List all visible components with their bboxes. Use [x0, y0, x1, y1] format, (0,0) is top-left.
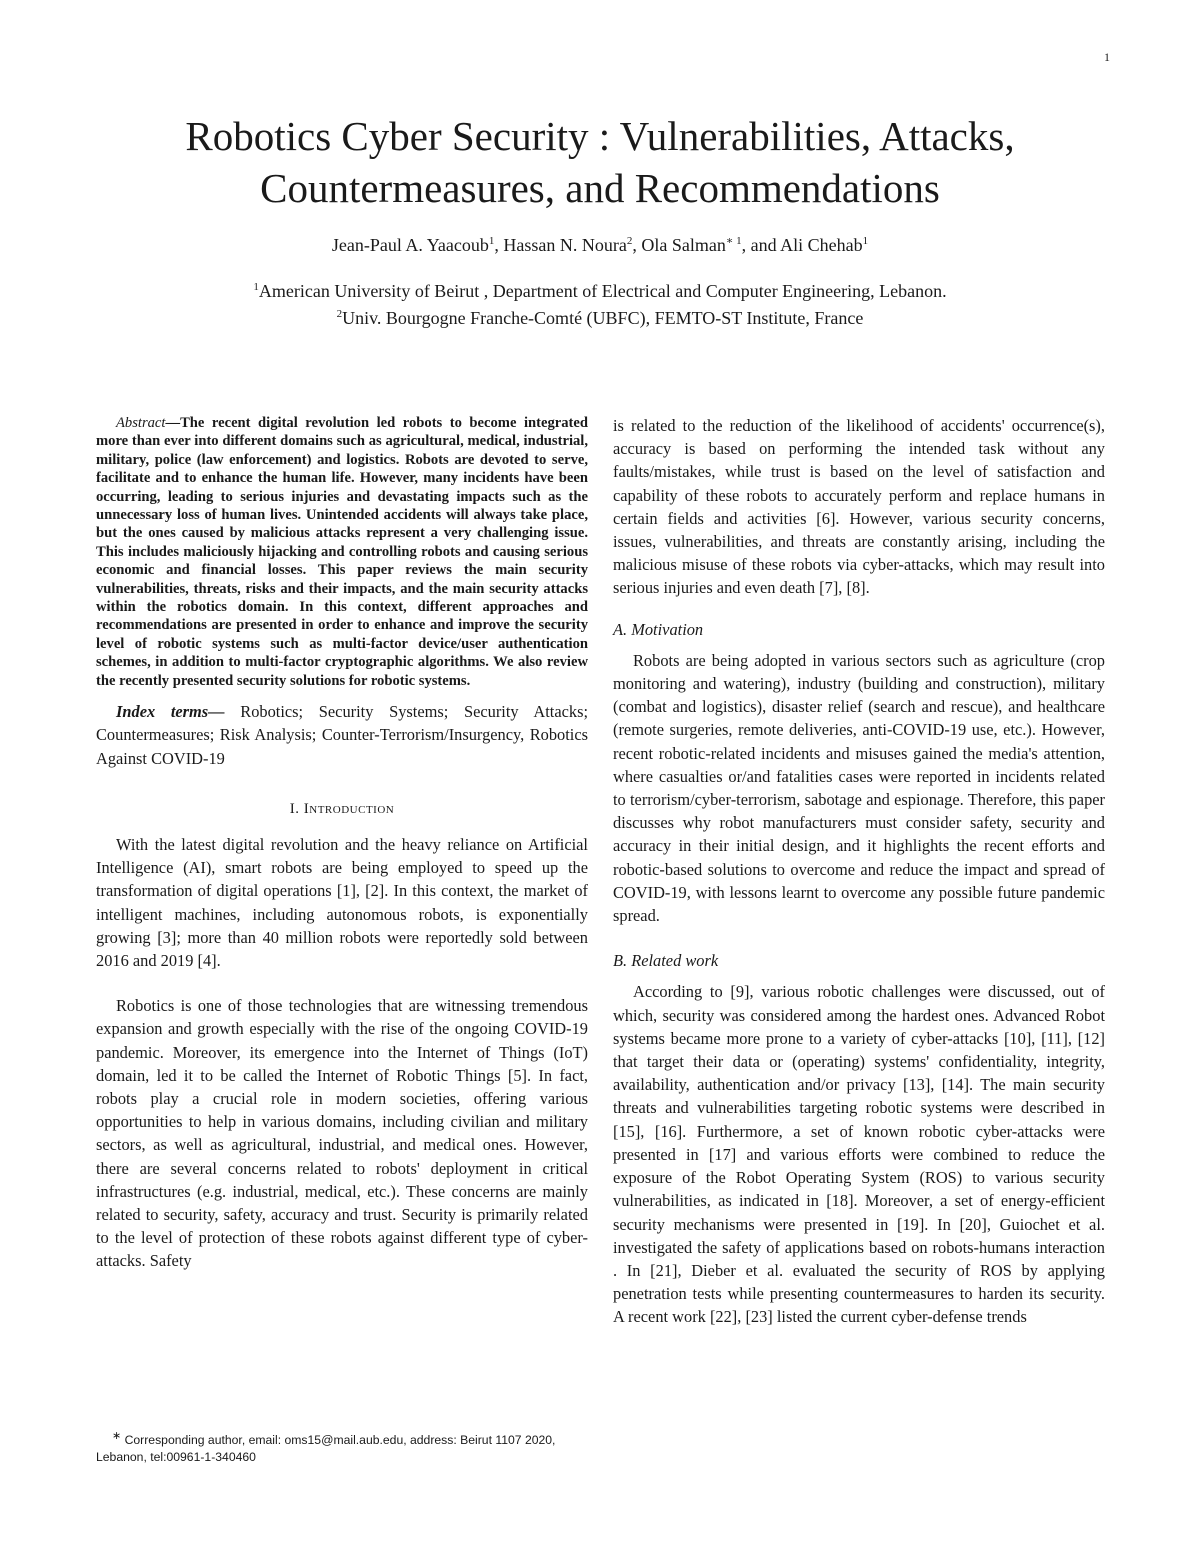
affiliation-2-text: Univ. Bourgogne Franche-Comté (UBFC), FEMTO-ST Institute, France: [342, 308, 864, 328]
related-work-paragraph: According to [9], various robotic challenges were discussed, out of which, security was considered among the hardest ones. Advanced Robot systems became more prone to a variety of cyber-attacks [10], [11], [12] that target their data or (operating) systems' confidentiality, integrity, availability, authentication and/or privacy [13], [14]. The main security threats and vulnerabilities targeting robotic systems were described in [15], [16]. Furthermore, a set of known robotic cyber-attacks were presented in [17] and various efforts were combined to reduce the exposure of the Robot Operating System (ROS) to various security vulnerabilities, as indicated in [18]. Moreover, a set of energy-efficient security mechanisms were presented in [19]. In [20], Guiochet et al. investigated the safety of applications based on robots-humans interaction . In [21], Dieber et al. evaluated the security of ROS by applying penetration tests while presenting countermeasures to harden its security. A recent work [22], [23] listed the current cyber-defense trends: [613, 982, 1105, 1327]
paper-title: [60, 110, 1140, 214]
index-terms-text: Robotics; Security Systems; Security Attacks; Countermeasures; Risk Analysis; Counter-Terrorism/Insurgency, Robotics Against COVID-19: [96, 702, 589, 768]
author-2: , Hassan N. Noura: [494, 235, 627, 255]
intro-paragraph-2: Robotics is one of those technologies that are witnessing tremendous expansion and growth especially with the rise of the ongoing COVID-19 pandemic. Moreover, its emergence into the Internet of Things (IoT) domain, led it to be called the Internet of Robotic Things [5]. In fact, robots play a crucial role in modern societies, offering various opportunities to help in various domains, including civilian and military sectors, as well as agricultural, industrial, and medical ones. However, there are several concerns related to robots' deployment in critical infrastructures (e.g. industrial, medical, etc.). These concerns are mainly related to security, safety, accuracy and trust. Security is primarily related to the level of protection of these robots against different type of cyber-attacks. Safety: [96, 996, 588, 1271]
section-heading-introduction: I. Introduction: [289, 800, 395, 817]
index-terms: [96, 700, 588, 770]
affiliation-2: [100, 305, 1100, 332]
intro-paragraph-1: With the latest digital revolution and the heavy reliance on Artificial Intelligence (AI), smart robots are being employed to speed up the transformation of digital operations [1], [2]. In this context, the market of intelligent machines, including autonomous robots, is exponentially growing [3]; more than 40 million robots were reportedly sold between 2016 and 2019 [4].: [96, 834, 588, 970]
right-column: [613, 414, 1105, 1329]
affiliation-1-text: American University of Beirut , Department of Electrical and Computer Engineering, Lebanon.: [258, 281, 947, 301]
footnote-mark: ∗: [112, 1429, 122, 1442]
subsection-heading-motivation: A. Motivation: [613, 619, 704, 639]
author-2-affil-mark: 2: [626, 235, 633, 247]
author-3-affil-mark: ∗ 1: [725, 235, 742, 247]
affiliation-2-mark: 2: [336, 308, 343, 320]
subsection-heading-related-work: B. Related work: [613, 951, 719, 971]
title-line-2: Countermeasures, and Recommendations: [260, 165, 940, 211]
affiliation-1: [100, 278, 1100, 305]
motivation-paragraph: Robots are being adopted in various sectors such as agriculture (crop monitoring and watering), industry (building and construction), military (combat and logistics), disaster relief (search and rescue), and healthcare (remote surgeries, remote deliveries, anti-COVID-19 use, etc.). However, recent robotic-related incidents and misuses gained the media's attention, where casualties or/and fatalities cases were reported in incidents related to terrorism/cyber-terrorism, sabotage and espionage. Therefore, this paper discusses why robot manufacturers must consider safety, security and accuracy in their initial design, and it highlights the recent efforts and robotic-based solutions to overcome and reduce the impact and spread of COVID-19, with lessons learnt to overcome any possible future pandemic spread.: [613, 650, 1105, 926]
abstract: [96, 414, 588, 690]
footnote-text: Corresponding author, email: oms15@mail.aub.edu, address: Beirut 1107 2020, Lebanon, tel:00961-1-340460: [96, 1433, 556, 1464]
abstract-lead: Abstract: [116, 415, 166, 431]
abstract-text: —The recent digital revolution led robots to become integrated more than ever into different domains such as agricultural, medical, industrial, military, police (law enforcement) and logistics. Robots are devoted to serve, facilitate and to enhance the human life. However, many incidents have been occurring, leading to serious injuries and devastating impacts such as the unnecessary loss of human lives. Unintended accidents will always take place, but the ones caused by malicious attacks represent a very challenging issue. This includes maliciously hijacking and controlling robots and causing serious economic and financial losses. This paper reviews the main security vulnerabilities, threats, risks and their impacts, and the main security attacks within the robotics domain. In this context, different approaches and recommendations are presented in order to enhance and improve the security level of robotic systems such as multi-factor device/user authentication schemes, in addition to multi-factor cryptographic algorithms. We also review the recently presented security solutions for robotic systems.: [96, 415, 588, 689]
author-4-affil-mark: 1: [862, 235, 869, 247]
author-list: [100, 232, 1100, 258]
page-number: 1: [1104, 50, 1110, 64]
author-3: , Ola Salman: [632, 235, 726, 255]
author-1: Jean-Paul A. Yaacoub: [331, 235, 489, 255]
footnote: [96, 1429, 588, 1466]
affiliation-1-mark: 1: [253, 281, 259, 293]
title-line-1: Robotics Cyber Security : Vulnerabilities, Attacks,: [185, 113, 1015, 159]
author-1-affil-mark: 1: [488, 235, 495, 247]
author-4: , and Ali Chehab: [741, 235, 863, 255]
intro-paragraph-2-continued: is related to the reduction of the likelihood of accidents' occurrence(s), accuracy is based on performing the intended task without any faults/mistakes, while trust is based on the level of satisfaction and capability of these robots to accurately perform and replace humans in certain fields and activities [6]. However, various security concerns, issues, vulnerabilities, and threats are constantly arising, including the malicious misuse of these robots via cyber-attacks, which may result into serious injuries and even death [7], [8].: [613, 416, 1105, 598]
left-column: [96, 414, 588, 1273]
affiliations: [100, 278, 1100, 332]
index-terms-lead: Index terms—: [116, 702, 225, 722]
